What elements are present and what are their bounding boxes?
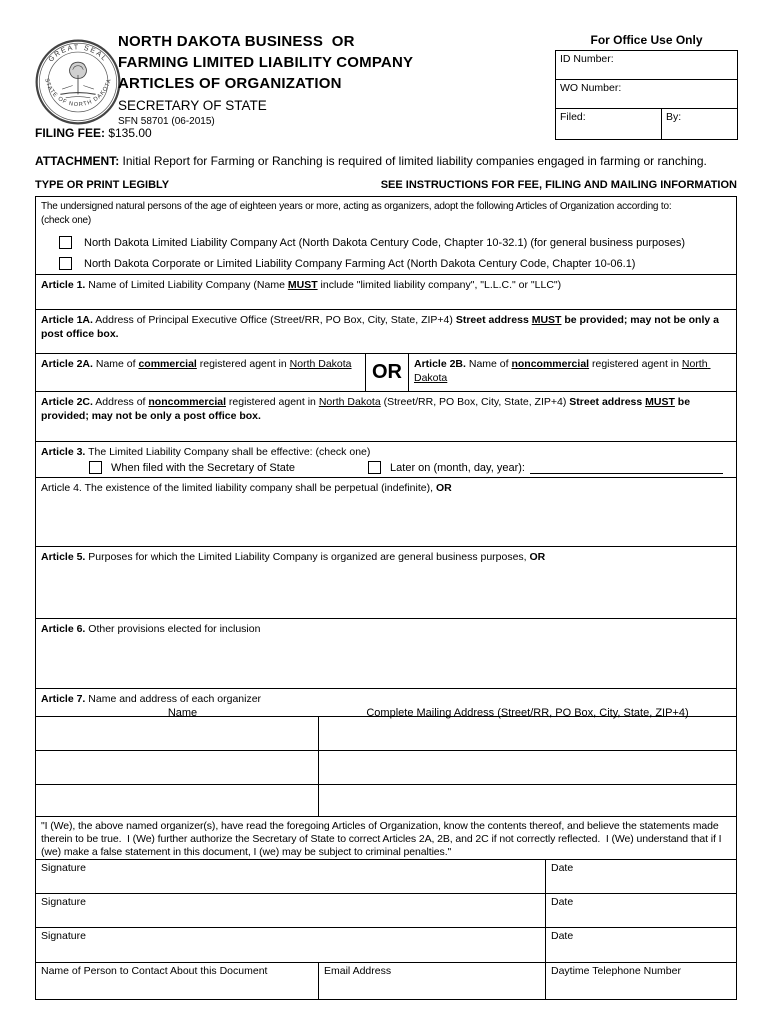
article6-row: [36, 618, 736, 688]
article2b-label: Article 2B.: [414, 358, 466, 370]
form-title-block: [118, 31, 413, 129]
article1a-address-input[interactable]: [36, 341, 736, 353]
or-divider: OR: [366, 354, 409, 391]
office-by-field: By:: [666, 111, 682, 123]
article2a-text1: Name of: [92, 358, 139, 370]
article4-duration-input[interactable]: [36, 502, 736, 546]
organizer-row-2: [36, 750, 736, 784]
article1-company-name-input[interactable]: [36, 295, 736, 309]
article2c-text2: registered agent in: [226, 396, 319, 408]
article2c-text1: Address of: [92, 396, 149, 408]
svg-text:GREAT SEAL: GREAT SEAL: [47, 44, 109, 64]
office-use-section: [555, 33, 738, 140]
office-filed-field: Filed:: [556, 109, 662, 139]
effective-when-filed-label: When filed with the Secretary of State: [111, 461, 296, 474]
llc-act-option: [59, 236, 731, 249]
contact-row: [36, 962, 736, 999]
filing-fee: [35, 126, 152, 140]
farming-act-checkbox[interactable]: [59, 257, 72, 270]
article5-label: Article 5.: [41, 551, 86, 563]
form-title-line2: FARMING LIMITED LIABILITY COMPANY: [118, 54, 414, 71]
article1-text: Name of Limited Liability Company (Name: [85, 279, 288, 291]
article7-label: Article 7.: [41, 693, 86, 705]
article6-text: Other provisions elected for inclusion: [85, 623, 261, 635]
article2b-cell: [409, 354, 736, 391]
article3-row: [36, 441, 736, 477]
article2c-address-input[interactable]: [36, 427, 736, 441]
effective-later-label: Later on (month, day, year):: [390, 461, 525, 474]
organizer-row-1: [36, 716, 736, 750]
effective-when-filed-checkbox[interactable]: [89, 461, 102, 474]
contact-name-field[interactable]: Name of Person to Contact About this Document: [36, 963, 319, 999]
signature-row-3: [36, 927, 736, 962]
article3-text: The Limited Liability Company shall be effective: (check one): [85, 446, 371, 458]
farming-act-label: North Dakota Corporate or Limited Liability Company Farming Act (North Dakota Century Code, Chapter 10-06.1): [84, 257, 636, 270]
attachment-text: Initial Report for Farming or Ranching is required of limited liability companies engaged in farming or ranching.: [119, 154, 707, 168]
form-title-line1: NORTH DAKOTA BUSINESS OR: [118, 33, 355, 50]
office-use-title: For Office Use Only: [590, 33, 703, 47]
article2a-agent-type: commercial: [138, 358, 197, 370]
article2a-label: Article 2A.: [41, 358, 93, 370]
article1-must: MUST: [287, 279, 318, 291]
article2c-agent-type: noncommercial: [148, 396, 226, 408]
organizer-3-name-input[interactable]: [36, 785, 319, 816]
agency-name: SECRETARY OF STATE: [118, 98, 267, 113]
filing-fee-label: FILING FEE:: [35, 126, 105, 140]
organizer-1-name-input[interactable]: [36, 717, 319, 750]
organizer-address-column-header: Complete Mailing Address (Street/RR, PO Box, City, State, ZIP+4): [366, 707, 689, 719]
date-2-field[interactable]: Date: [551, 896, 574, 908]
article2c-row: [36, 391, 736, 441]
article5-or: OR: [529, 551, 546, 563]
attachment-label: ATTACHMENT:: [35, 154, 120, 168]
article1a-text: Address of Principal Executive Office (Street/RR, PO Box, City, State, ZIP+4): [92, 314, 456, 326]
signature-3-field[interactable]: Signature: [36, 928, 546, 962]
article1-row: [36, 274, 736, 309]
office-id-number-field: ID Number:: [556, 51, 737, 80]
signature-1-field[interactable]: Signature: [36, 860, 546, 893]
preamble-row: [36, 197, 736, 274]
attachment-note: [35, 154, 737, 168]
svg-text:STATE OF NORTH DAKOTA: STATE OF NORTH DAKOTA: [43, 77, 113, 109]
article1a-row: [36, 309, 736, 353]
signature-row-2: [36, 893, 736, 927]
article7-header-row: [36, 688, 736, 719]
article6-label: Article 6.: [41, 623, 86, 635]
article2b-text1: Name of: [465, 358, 512, 370]
article2c-text3: (Street/RR, PO Box, City, State, ZIP+4): [380, 396, 570, 408]
effective-later-checkbox[interactable]: [368, 461, 381, 474]
article2a-text2: registered agent in: [196, 358, 290, 370]
article1a-must: MUST: [531, 314, 562, 326]
filing-fee-amount: $135.00: [105, 126, 152, 140]
organizer-1-address-input[interactable]: [319, 717, 736, 750]
article2b-text2: registered agent in: [589, 358, 682, 370]
article3-options: [89, 461, 731, 474]
see-instructions-note: SEE INSTRUCTIONS FOR FEE, FILING AND MAILING INFORMATION: [380, 179, 737, 191]
article2-row: [36, 353, 736, 391]
affirmation-text: "I (We), the above named organizer(s), have read the foregoing Articles of Organization, know the contents thereof, and believe the statements made therein to be true. I (We) further authorize the Secretary of State to correct Articles 2A, 2B, and 2C if not correctly reflected. I (We) understand that if I (we) make a false statement in this document, I (we) may be subject to criminal penalties.": [41, 820, 725, 858]
article5-text: Purposes for which the Limited Liability Company is organized are general business purposes,: [85, 551, 530, 563]
contact-phone-field[interactable]: Daytime Telephone Number: [551, 965, 681, 977]
later-date-input[interactable]: [530, 462, 723, 474]
article2c-must: MUST: [645, 396, 675, 408]
form-number: SFN 58701 (06-2015): [118, 116, 215, 127]
article4-or: OR: [435, 482, 452, 494]
organizer-2-name-input[interactable]: [36, 751, 319, 784]
office-wo-number-field: WO Number:: [556, 80, 737, 109]
article2c-label: Article 2C.: [41, 396, 93, 408]
form-title-line3: ARTICLES OF ORGANIZATION: [118, 75, 342, 92]
llc-act-checkbox[interactable]: [59, 236, 72, 249]
article1a-bold-after: be provided; may not be only a post office box.: [41, 314, 722, 340]
organizer-2-address-input[interactable]: [319, 751, 736, 784]
article1a-label: Article 1A.: [41, 314, 93, 326]
instructions-bar: [35, 179, 737, 191]
article2b-agent-type: noncommercial: [511, 358, 590, 370]
article2a-state: North Dakota: [289, 358, 352, 370]
article5-row: [36, 546, 736, 618]
farming-act-option: [59, 257, 731, 270]
article2c-state: North Dakota: [318, 396, 381, 408]
north-dakota-state-seal-icon: [33, 38, 123, 126]
article1a-bold-before: Street address: [455, 314, 532, 326]
preamble-text: The undersigned natural persons of the age of eighteen years or more, acting as organizers, adopt the following Articles of Organization according to:: [41, 201, 672, 212]
article6-provisions-input[interactable]: [36, 642, 736, 688]
article2b-state: North Dakota: [414, 358, 711, 384]
article4-row: [36, 477, 736, 546]
article1-text-after: include "limited liability company", "L.L.C." or "LLC"): [317, 279, 562, 291]
contact-email-field[interactable]: Email Address: [319, 963, 546, 999]
preamble-check-one: (check one): [41, 215, 92, 226]
signature-row-1: [36, 859, 736, 893]
article7-text: Name and address of each organizer: [85, 693, 262, 705]
date-3-field[interactable]: Date: [551, 930, 574, 942]
article2c-bold-before: Street address: [569, 396, 646, 408]
article3-label: Article 3.: [41, 446, 86, 458]
date-1-field[interactable]: Date: [551, 862, 574, 874]
article4-text: Article 4. The existence of the limited liability company shall be perpetual (indefinite),: [41, 482, 436, 494]
llc-act-label: North Dakota Limited Liability Company Act (North Dakota Century Code, Chapter 10-32.1) (for general business purposes): [84, 236, 686, 249]
affirmation-row: [36, 816, 736, 859]
type-or-print-note: TYPE OR PRINT LEGIBLY: [35, 179, 170, 191]
signature-2-field[interactable]: Signature: [36, 894, 546, 927]
article2c-bold-after: be provided; may not be only a post office box.: [41, 396, 693, 422]
article5-purposes-input[interactable]: [36, 572, 736, 618]
article1-label: Article 1.: [41, 279, 86, 291]
office-use-box: [555, 50, 738, 140]
organizer-3-address-input[interactable]: [319, 785, 736, 816]
organizer-name-column-header: Name: [167, 707, 198, 719]
organizer-row-3: [36, 784, 736, 816]
article2b-agent-name-input[interactable]: [36, 381, 736, 391]
articles-table: [35, 196, 737, 1000]
